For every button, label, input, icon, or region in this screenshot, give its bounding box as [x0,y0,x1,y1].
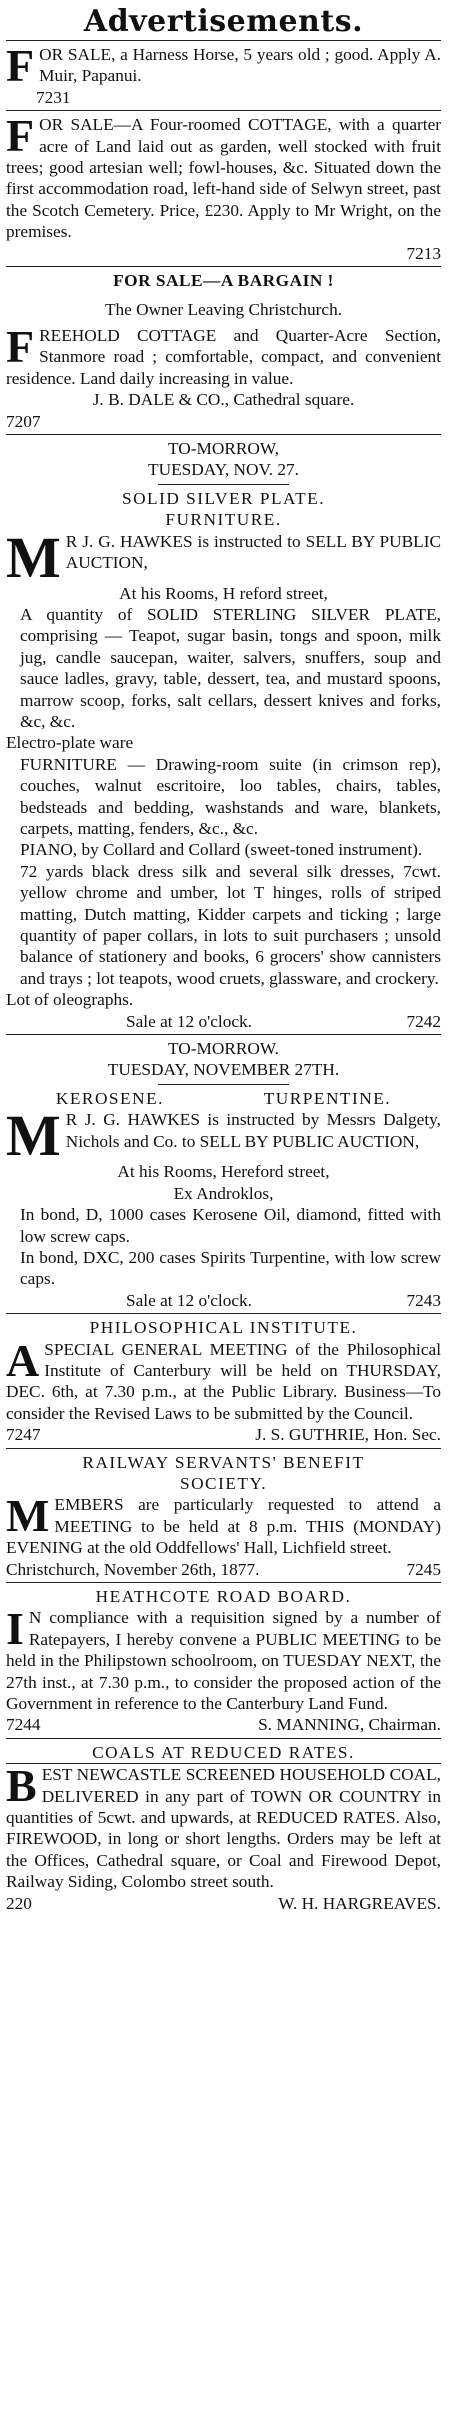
ad-number: 7244 [6,1715,41,1735]
short-divider [158,1084,289,1085]
masthead-title: Advertisements. [83,4,364,39]
ad-number: 7243 [406,1290,441,1310]
ad-body: N compliance with a requisition signed by a number of Ratepayers, I hereby convene a PUBLIC MEETING to be held in the Philipstown schoolroom, on TUESDAY NEXT, the 27th inst., at 7.30 p.m., to consider the proposed action of the Government in reference to the Canterbury Land Fund. [6,1608,441,1714]
ad-day: TO-MORROW. [168,1039,279,1059]
dropcap: B [6,1760,37,1812]
ad-venue: At his Rooms, Hereford street, [117,1162,330,1182]
ad-heading: RAILWAY SERVANTS' BENEFIT [82,1452,365,1472]
ad-signature: J. S. GUTHRIE, Hon. Sec. [255,1425,441,1445]
ad-day: TO-MORROW, [168,438,279,458]
ad-heading: PHILOSOPHICAL INSTITUTE. [89,1318,358,1338]
ad-date: TUESDAY, NOV. 27. [148,460,299,480]
ad-number: 7245 [406,1559,441,1579]
ad-title: FURNITURE. [165,510,282,530]
ad-signature: W. H. HARGREAVES. [278,1893,441,1913]
ad-number: 7207 [6,411,41,431]
ad-sale-time: Sale at 12 o'clock. [126,1290,252,1310]
ad-item: In bond, DXC, 200 cases Spirits Turpentine, with low screw caps. [20,1247,441,1289]
ad-silver-plate [6,435,441,1034]
ad-body: OR SALE—A Four-roomed COTTAGE, with a quarter acre of Land laid out as garden, well stocked with fruit trees; good artesian well; fowl-houses, &c. Situated down the first accommodation road, left-hand side of Selwyn street, past the Scotch Cemetery. Price, £230. Apply to Mr Wright, on the premises. [6,115,441,242]
ad-ex: Ex Androklos, [173,1183,274,1203]
ad-intro: R J. G. HAWKES is instructed by Messrs Dalgety, Nichols and Co. to SELL BY PUBLIC AUCTION, [65,1110,441,1151]
dropcap: F [6,320,35,372]
ad-item: 72 yards black dress silk and several silk dresses, 7cwt. yellow chrome and umber, lot T hinges, rolls of striped matting, Dutch matting, Kidder carpets and ticking ; large quantity of paper collars, in lots to suit purchasers ; unsold balance of stationery and books, 6 grocers' show cannisters and trays ; lot teapots, wood cruets, glassware, and crockery. [20,861,441,988]
dropcap: I [6,1603,24,1655]
ad-item: FURNITURE — Drawing-room suite (in crimson rep), couches, walnut escritoire, loo tables, chairs, tables, bedsteads and bedding, washstands and ware, blankets, carpets, matting, fenders, &c., &c. [20,754,441,838]
ad-intro: R J. G. HAWKES is instructed to SELL BY PUBLIC AUCTION, [65,531,441,572]
ad-body: EST NEWCASTLE SCREENED HOUSEHOLD COAL, DELIVERED in any part of TOWN OR COUNTRY in quantities of 5cwt. and upwards, at REDUCED RATES. Also, FIREWOOD, in long or short lengths. Orders may be left at the Offices, Cathedral square, or Coal and Firewood Depot, Railway Siding, Colombo street south. [6,1765,441,1892]
ad-title: TURPENTINE. [263,1088,392,1108]
dropcap: F [6,40,35,91]
dropcap: F [6,110,35,162]
ad-subheading: The Owner Leaving Christchurch. [104,300,343,320]
ad-coals [6,1739,441,1916]
ad-railway-servants [6,1449,441,1582]
ad-philosophical-institute [6,1314,441,1447]
ad-number: 7247 [6,1425,41,1445]
dropcap: A [6,1334,40,1386]
ad-item: PIANO, by Collard and Collard (sweet-toned instrument). [20,840,423,860]
ad-title: KEROSENE. [55,1088,164,1108]
ad-body: OR SALE, a Harness Horse, 5 years old ; good. Apply A. Muir, Papanui. [39,45,441,86]
ad-heading: HEATHCOTE ROAD BOARD. [95,1587,352,1606]
ad-number: 7242 [406,1011,441,1031]
ad-sale-time: Sale at 12 o'clock. [126,1011,252,1031]
ad-date: TUESDAY, NOVEMBER 27TH. [107,1060,340,1080]
ad-body: SPECIAL GENERAL MEETING of the Philosophical Institute of Canterbury will be held on THURSDAY, DEC. 6th, at 7.30 p.m., at the Public Library. Business—To consider the Revised Laws to be submitted by the Council. [6,1339,441,1423]
ad-body: REEHOLD COTTAGE and Quarter-Acre Section, Stanmore road ; comfortable, compact, and convenient residence. Land daily increasing in value. [6,325,441,388]
ad-cottage-selwyn [6,111,441,266]
ad-heading: COALS AT REDUCED RATES. [92,1742,355,1762]
ad-number: 7231 [36,87,71,107]
ad-signature: J. B. DALE & CO., Cathedral square. [92,390,355,410]
ad-heathcote-road-board [6,1583,441,1738]
short-divider [158,484,289,485]
ad-item: A quantity of SOLID STERLING SILVER PLATE, comprising — Teapot, sugar basin, tongs and spoon, milk jug, candle saucepan, waiter, salvers, snuffers, soup and sauce ladles, gravy, table, dessert, tea, and mustard spoons, marrow scoop, forks, salt cellars, dessert knives and forks, &c, &c. [20,604,441,731]
ad-heading: FOR SALE—A BARGAIN ! [113,271,334,291]
ad-heading: SOCIETY. [179,1473,268,1493]
ad-item: Electro-plate ware [6,733,134,753]
ad-signature: S. MANNING, Chairman. [258,1715,441,1735]
dropcap: M [6,1490,50,1542]
ad-title: SOLID SILVER PLATE. [121,488,326,508]
ad-item: Lot of oleographs. [6,990,134,1010]
ad-freehold-cottage [6,267,441,434]
ad-number: 220 [6,1893,32,1913]
ad-harness-horse [6,41,441,110]
dropcap: M [6,524,61,590]
ad-body: EMBERS are particularly requested to attend a MEETING to be held at 8 p.m. THIS (MONDAY) EVENING at the old Oddfellows' Hall, Lichfield street. [6,1495,441,1558]
ad-kerosene [6,1035,441,1313]
ad-venue: At his Rooms, H reford street, [119,583,328,603]
ad-item: In bond, D, 1000 cases Kerosene Oil, diamond, fitted with low screw caps. [20,1205,441,1246]
dropcap: M [6,1103,61,1169]
ad-dateline: Christchurch, November 26th, 1877. [6,1559,260,1579]
ad-number: 7213 [406,243,441,263]
